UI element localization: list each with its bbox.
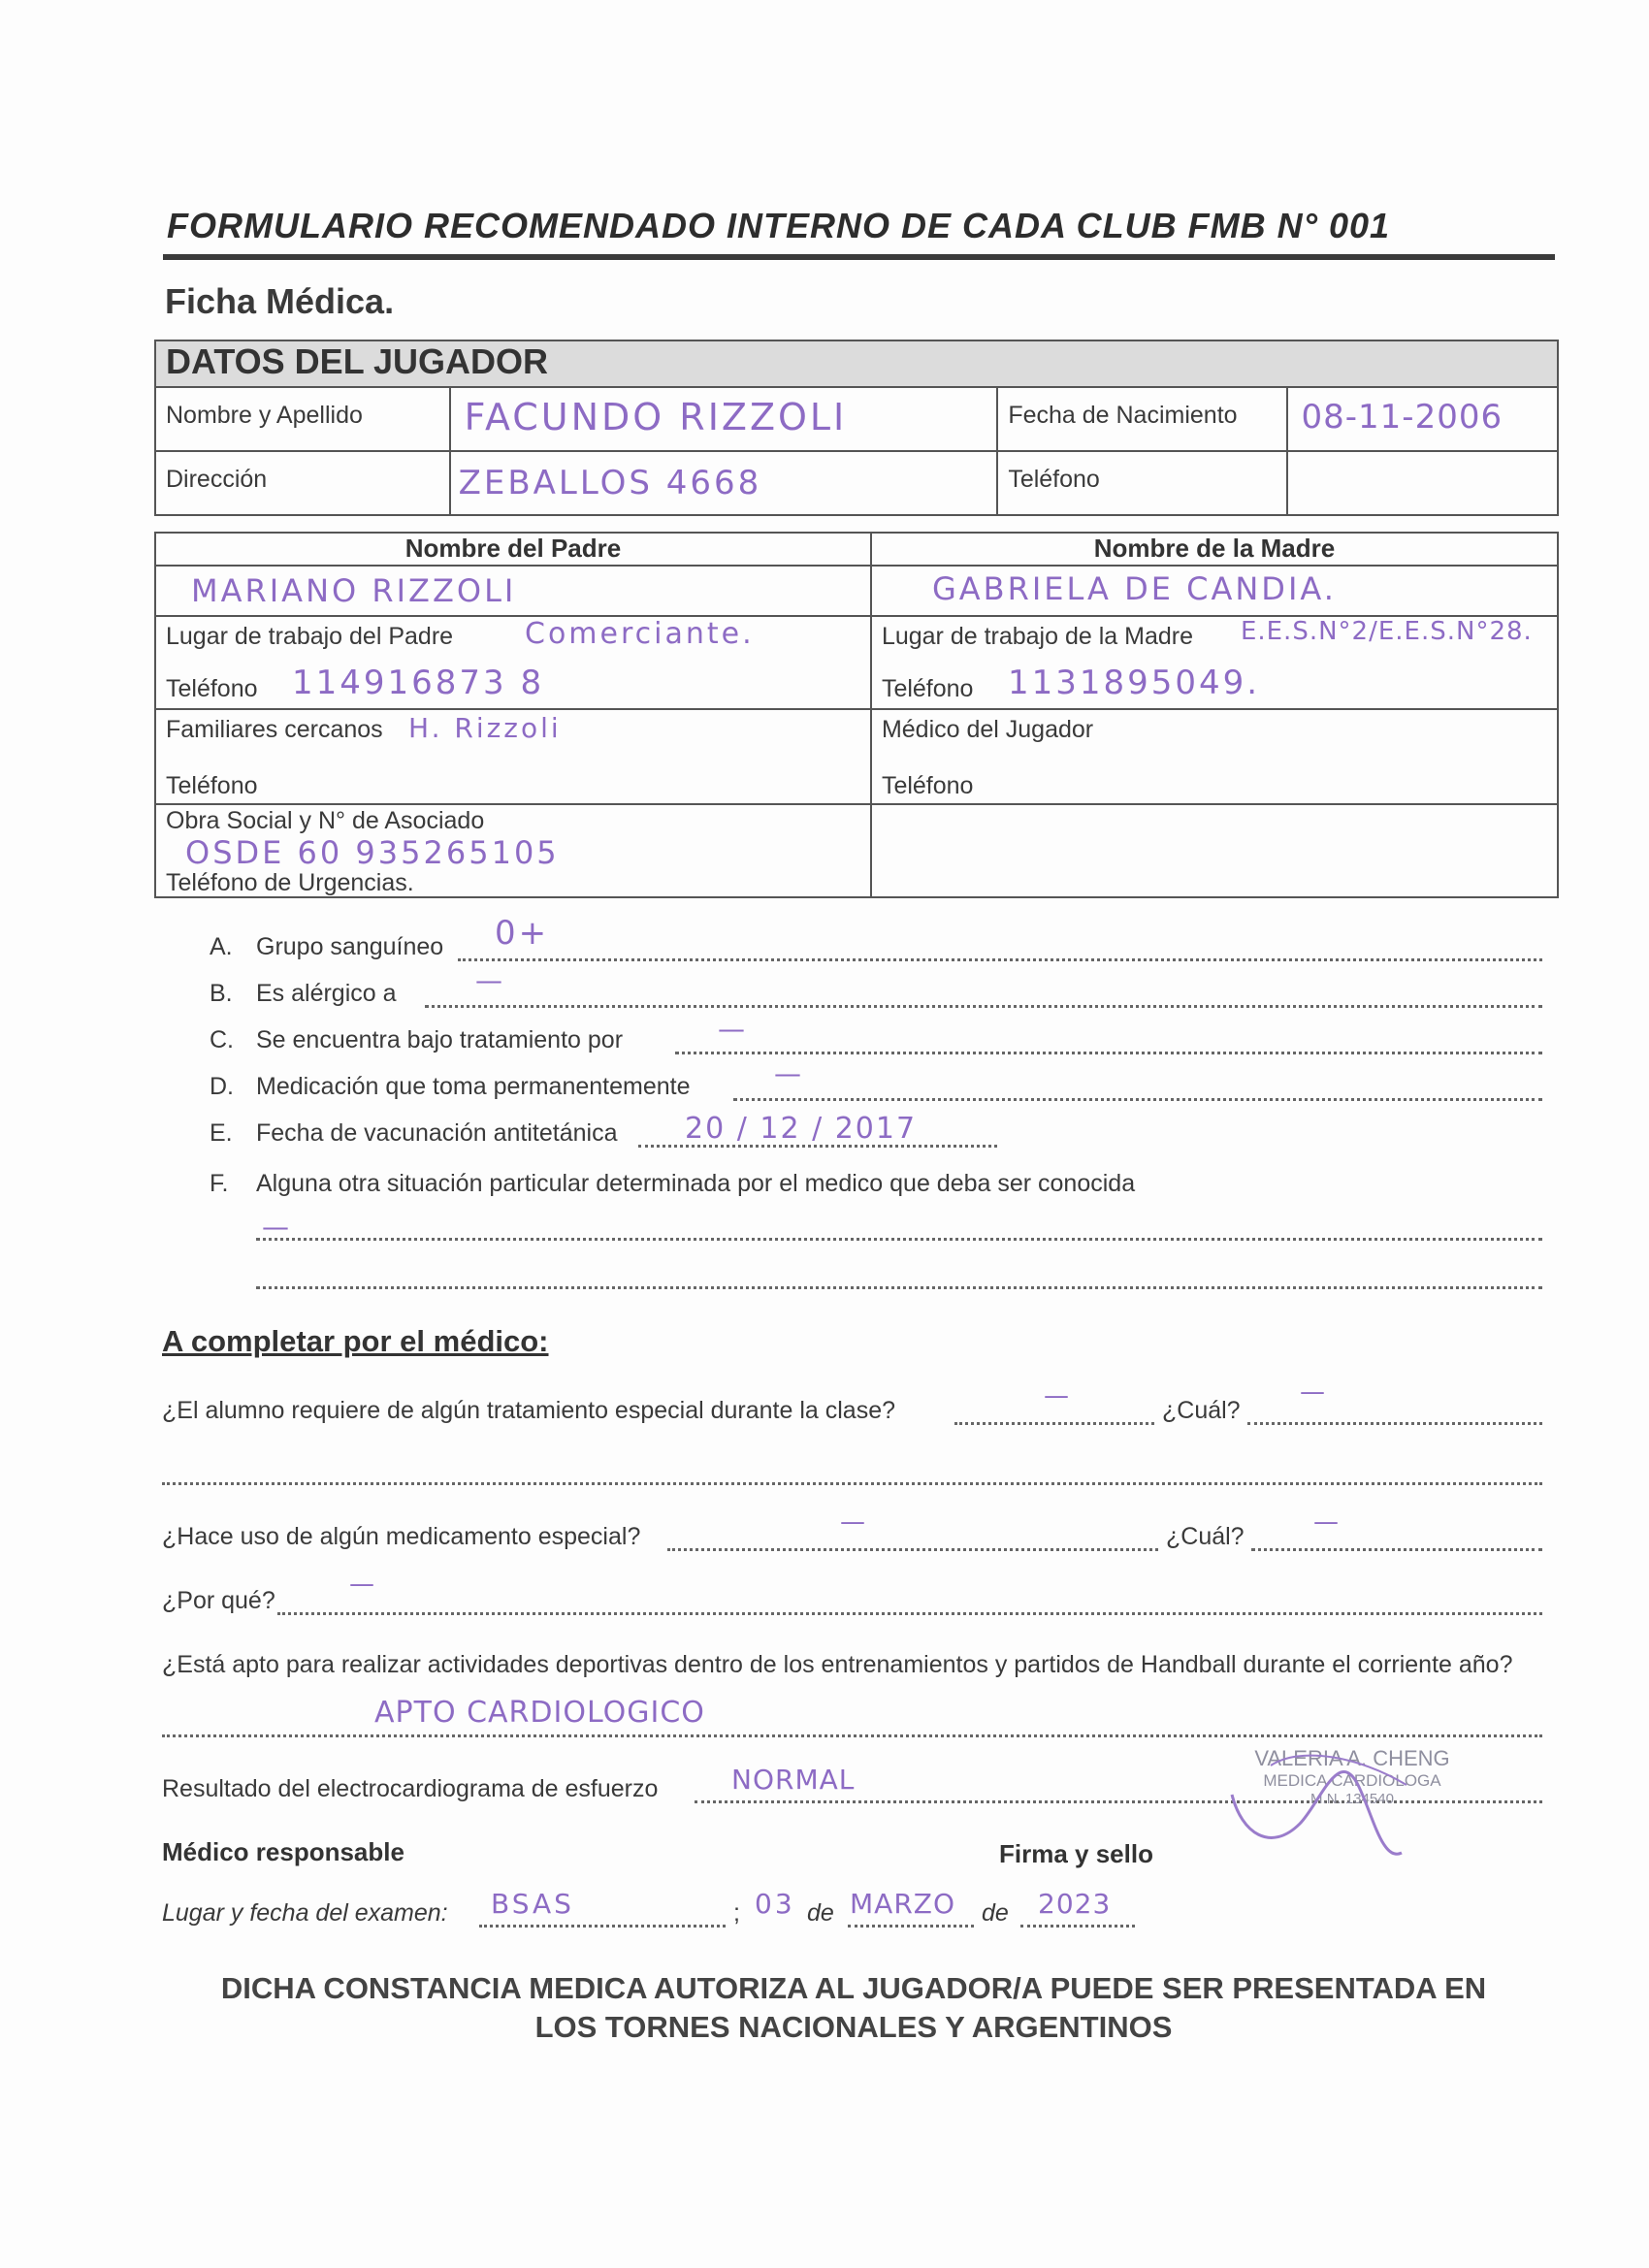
insurance-label: Obra Social y N° de Asociado (166, 807, 485, 834)
doctor-cell (871, 709, 1558, 804)
item-d-letter: D. (210, 1073, 234, 1100)
father-name-field[interactable] (155, 566, 871, 616)
mother-name-field[interactable] (871, 566, 1558, 616)
family-table (154, 532, 1559, 898)
address-value: ZEBALLOS 4668 (458, 464, 762, 502)
item-e-value[interactable]: 20 / 12 / 2017 (685, 1112, 918, 1146)
item-e-letter: E. (210, 1119, 233, 1147)
birth-label: Fecha de Nacimiento (997, 387, 1286, 451)
father-header: Nombre del Padre (155, 533, 871, 566)
stamp-title: MEDICA CARDIOLOGA (1263, 1771, 1441, 1790)
father-work-label: Lugar de trabajo del Padre (166, 623, 454, 650)
address-field[interactable] (450, 451, 998, 515)
item-a-letter: A. (210, 933, 233, 960)
q2-text: ¿Hace uso de algún medicamento especial? (162, 1523, 641, 1550)
q1-cual-label: ¿Cuál? (1162, 1397, 1241, 1424)
item-f-line-1 (256, 1238, 1542, 1241)
signature-label: Firma y sello (999, 1839, 1153, 1868)
signature-mark (1212, 1727, 1445, 1872)
doctor-responsible-label: Médico responsable (162, 1837, 404, 1866)
form-subtitle: Ficha Médica. (165, 281, 395, 321)
year-line (1020, 1925, 1135, 1928)
item-d-line (733, 1098, 1542, 1101)
doctor-phone-label: Teléfono (881, 772, 974, 799)
mother-phone-label: Teléfono (881, 675, 974, 702)
item-b-line (425, 1005, 1542, 1008)
relatives-cell (155, 709, 871, 804)
footer-line-2: LOS TORNES NACIONALES Y ARGENTINOS (534, 2010, 1173, 2044)
q5-text: Resultado del electrocardiograma de esfuerzo (162, 1775, 659, 1802)
place-line (479, 1925, 726, 1928)
father-name-value: MARIANO RIZZOLI (191, 572, 517, 609)
q2-value[interactable]: — (840, 1507, 868, 1537)
father-work-value[interactable]: Comerciante. (525, 617, 755, 651)
item-b-letter: B. (210, 980, 233, 1007)
place-date-label: Lugar y fecha del examen: (162, 1899, 448, 1927)
item-b-value[interactable]: — (475, 964, 505, 996)
de-label-1: de (807, 1899, 834, 1927)
item-d-label: Medicación que toma permanentemente (256, 1073, 691, 1100)
stamp-name: VALERIA A. CHENG (1254, 1746, 1450, 1770)
name-value: FACUNDO RIZZOLI (464, 396, 848, 438)
item-f-label: Alguna otra situación particular determinada por el medico que deba ser conocida (256, 1170, 1136, 1197)
relatives-label: Familiares cercanos (166, 716, 383, 743)
de-label-2: de (982, 1899, 1009, 1927)
doctor-section-title: A completar por el médico: (162, 1324, 549, 1358)
name-field[interactable] (450, 387, 998, 451)
item-c-letter: C. (210, 1026, 234, 1053)
q2-cual-line (1251, 1548, 1542, 1551)
item-c-label: Se encuentra bajo tratamiento por (256, 1026, 624, 1053)
mother-header: Nombre de la Madre (871, 533, 1558, 566)
month-line (848, 1925, 974, 1928)
relatives-value[interactable]: H. Rizzoli (408, 712, 562, 744)
year-value[interactable]: 2023 (1038, 1888, 1112, 1920)
father-phone-value[interactable]: 114916873 8 (292, 664, 545, 702)
footer-line-1: DICHA CONSTANCIA MEDICA AUTORIZA AL JUGADOR/A PUEDE SER PRESENTADA EN (220, 1971, 1487, 2005)
mother-phone-value[interactable]: 1131895049. (1007, 664, 1261, 702)
mother-work-value[interactable]: E.E.S.N°2/E.E.S.N°28. (1240, 617, 1533, 646)
phone-field[interactable] (1287, 451, 1558, 515)
phone-label: Teléfono (997, 451, 1286, 515)
q1-extra-line (162, 1482, 1542, 1485)
mother-name-value: GABRIELA DE CANDIA. (931, 570, 1337, 607)
item-c-value[interactable]: — (718, 1013, 748, 1045)
item-d-value[interactable]: — (774, 1057, 804, 1089)
relatives-phone-label: Teléfono (166, 772, 258, 799)
player-section-title: DATOS DEL JUGADOR (155, 340, 1558, 387)
form-title: FORMULARIO RECOMENDADO INTERNO DE CADA CLUB FMB N° 001 (167, 206, 1391, 245)
insurance-cell (155, 804, 871, 897)
address-label: Dirección (155, 451, 450, 515)
insurance-value[interactable]: OSDE 60 935265105 (185, 834, 560, 871)
player-doctor-label: Médico del Jugador (881, 716, 1094, 743)
footer-statement (155, 1969, 1552, 2047)
q1-cual-value[interactable]: — (1300, 1377, 1328, 1407)
stamp-license: M.N. 134540 (1310, 1791, 1394, 1807)
semicolon: ; (733, 1899, 740, 1927)
q2-cual-value[interactable]: — (1313, 1507, 1342, 1537)
item-a-label: Grupo sanguíneo (256, 933, 444, 960)
q1-line (954, 1422, 1154, 1425)
mother-work-cell (871, 616, 1558, 709)
birth-field[interactable] (1287, 387, 1558, 451)
q4-value[interactable]: APTO CARDIOLOGICO (374, 1696, 705, 1730)
item-e-label: Fecha de vacunación antitetánica (256, 1119, 618, 1147)
month-value[interactable]: MARZO (850, 1888, 955, 1920)
q4-text: ¿Está apto para realizar actividades deportivas dentro de los entrenamientos y partidos de Handball durante el corriente año? (162, 1651, 1513, 1678)
item-a-line (458, 958, 1542, 961)
item-b-label: Es alérgico a (256, 980, 397, 1007)
place-value[interactable]: BSAS (491, 1888, 574, 1920)
item-a-value[interactable]: 0+ (495, 914, 550, 953)
item-f-letter: F. (210, 1170, 229, 1197)
name-label: Nombre y Apellido (155, 387, 450, 451)
q3-text: ¿Por qué? (162, 1587, 275, 1614)
item-f-value[interactable]: — (262, 1211, 292, 1243)
q2-cual-label: ¿Cuál? (1166, 1523, 1245, 1550)
empty-cell (871, 804, 1558, 897)
q3-value[interactable]: — (349, 1570, 377, 1599)
q3-line (277, 1612, 1542, 1615)
q1-value[interactable]: — (1044, 1381, 1072, 1410)
father-phone-label: Teléfono (166, 675, 258, 702)
emergency-label: Teléfono de Urgencias. (166, 869, 414, 896)
birth-value: 08-11-2006 (1301, 398, 1504, 437)
q5-value[interactable]: NORMAL (731, 1764, 856, 1796)
q2-line (667, 1548, 1158, 1551)
day-value[interactable]: 03 (755, 1888, 795, 1920)
item-e-line (638, 1145, 997, 1148)
q1-text: ¿El alumno requiere de algún tratamiento especial durante la clase? (162, 1397, 896, 1424)
q1-cual-line (1247, 1422, 1542, 1425)
item-c-line (675, 1052, 1542, 1054)
father-work-cell (155, 616, 871, 709)
item-f-line-2 (256, 1286, 1542, 1289)
player-data-table (154, 340, 1559, 516)
mother-work-label: Lugar de trabajo de la Madre (881, 623, 1193, 650)
title-rule (163, 254, 1555, 260)
